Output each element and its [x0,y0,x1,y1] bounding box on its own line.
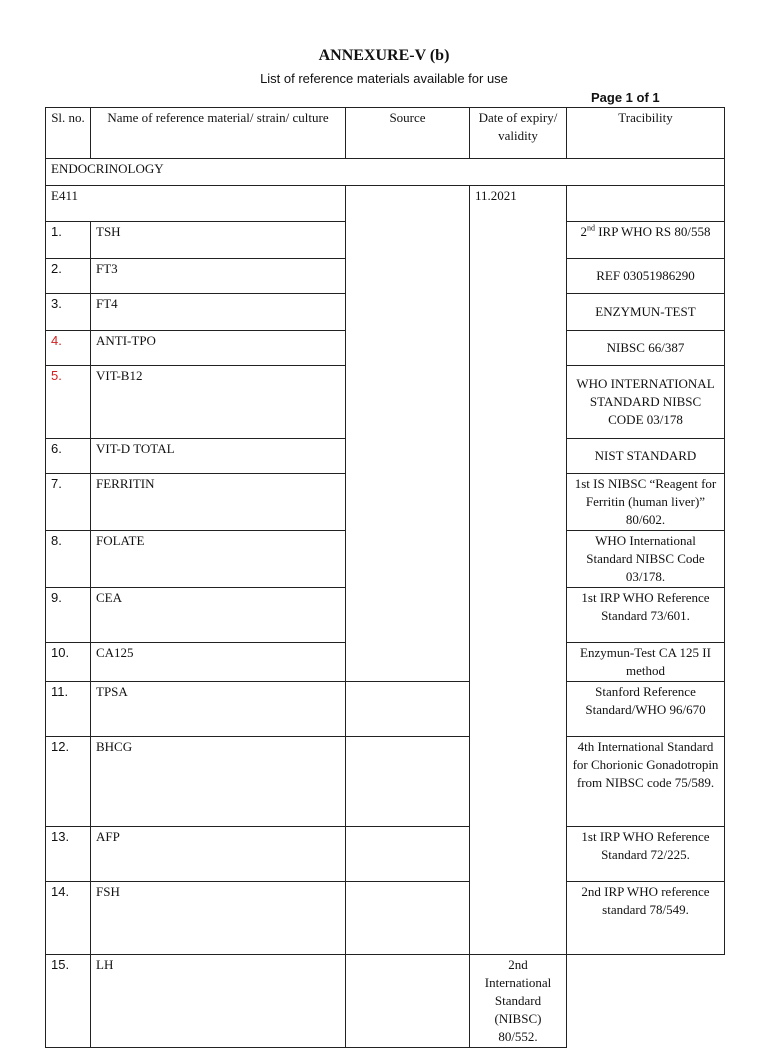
material-name: FOLATE [91,531,346,588]
document-subtitle: List of reference materials available for use [260,71,508,86]
page-number: Page 1 of 1 [591,90,660,105]
tracibility-prefix: 2 [580,224,587,239]
tracibility-cell [567,222,725,259]
source-cell [346,682,470,737]
material-name: FSH [91,882,346,955]
material-name: TPSA [91,682,346,737]
source-cell [346,955,470,1048]
material-name: BHCG [91,737,346,827]
tracibility-cell: ENZYMUN-TEST [567,294,725,331]
source-cell [346,827,470,882]
row-number: 12. [46,737,91,827]
source-cell [346,186,470,682]
col-header-source: Source [346,108,470,159]
row-number: 15. [46,955,91,1048]
row-number: 4. [46,331,91,366]
group-tracibility [567,186,725,222]
table-row [46,882,725,955]
tracibility-cell: 1st IS NIBSC “Reagent for Ferritin (human liver)” 80/602. [567,474,725,531]
tracibility-superscript: nd [586,223,595,233]
tracibility-cell: REF 03051986290 [567,259,725,294]
table-row [46,827,725,882]
row-number: 10. [46,643,91,682]
row-number: 11. [46,682,91,737]
table-row [46,682,725,737]
group-code: E411 [46,186,346,222]
tracibility-cell: NIST STANDARD [567,439,725,474]
col-header-name: Name of reference material/ strain/ culture [91,108,346,159]
table-row [46,955,725,1048]
row-number: 13. [46,827,91,882]
tracibility-text: IRP WHO RS 80/558 [594,224,711,239]
tracibility-cell: 1st IRP WHO Reference Standard 73/601. [567,588,725,643]
section-row: ENDOCRINOLOGY [46,159,725,186]
document-title: ANNEXURE-V (b) [318,47,450,64]
tracibility-cell: NIBSC 66/387 [567,331,725,366]
table-row [46,737,725,827]
material-name: FT3 [91,259,346,294]
tracibility-cell: 2nd IRP WHO reference standard 78/549. [567,882,725,955]
material-name: VIT-B12 [91,366,346,439]
material-name: LH [91,955,346,1048]
material-name: CA125 [91,643,346,682]
tracibility-cell: 1st IRP WHO Reference Standard 72/225. [567,827,725,882]
tracibility-cell: WHO INTERNATIONAL STANDARD NIBSC CODE 03/178 [567,366,725,439]
col-header-sl: Sl. no. [46,108,91,159]
source-cell [346,882,470,955]
col-header-date: Date of expiry/ validity [470,108,567,159]
row-number: 1. [46,222,91,259]
row-number: 14. [46,882,91,955]
group-date: 11.2021 [470,186,567,955]
row-number: 2. [46,259,91,294]
tracibility-cell: Stanford Reference Standard/WHO 96/670 [567,682,725,737]
row-number: 7. [46,474,91,531]
row-number: 3. [46,294,91,331]
col-header-tracibility: Tracibility [567,108,725,159]
row-number: 8. [46,531,91,588]
material-name: ANTI-TPO [91,331,346,366]
source-cell [346,737,470,827]
row-number: 6. [46,439,91,474]
tracibility-cell: 2nd International Standard (NIBSC) 80/552. [470,955,567,1048]
material-name: CEA [91,588,346,643]
tracibility-cell: 4th International Standard for Chorionic Gonadotropin from NIBSC code 75/589. [567,737,725,827]
row-number: 9. [46,588,91,643]
row-number: 5. [46,366,91,439]
tracibility-cell: WHO International Standard NIBSC Code 03/178. [567,531,725,588]
tracibility-cell: Enzymun-Test CA 125 II method [567,643,725,682]
material-name: VIT-D TOTAL [91,439,346,474]
material-name: TSH [91,222,346,259]
material-name: AFP [91,827,346,882]
material-name: FT4 [91,294,346,331]
material-name: FERRITIN [91,474,346,531]
reference-materials-table [45,107,725,1048]
